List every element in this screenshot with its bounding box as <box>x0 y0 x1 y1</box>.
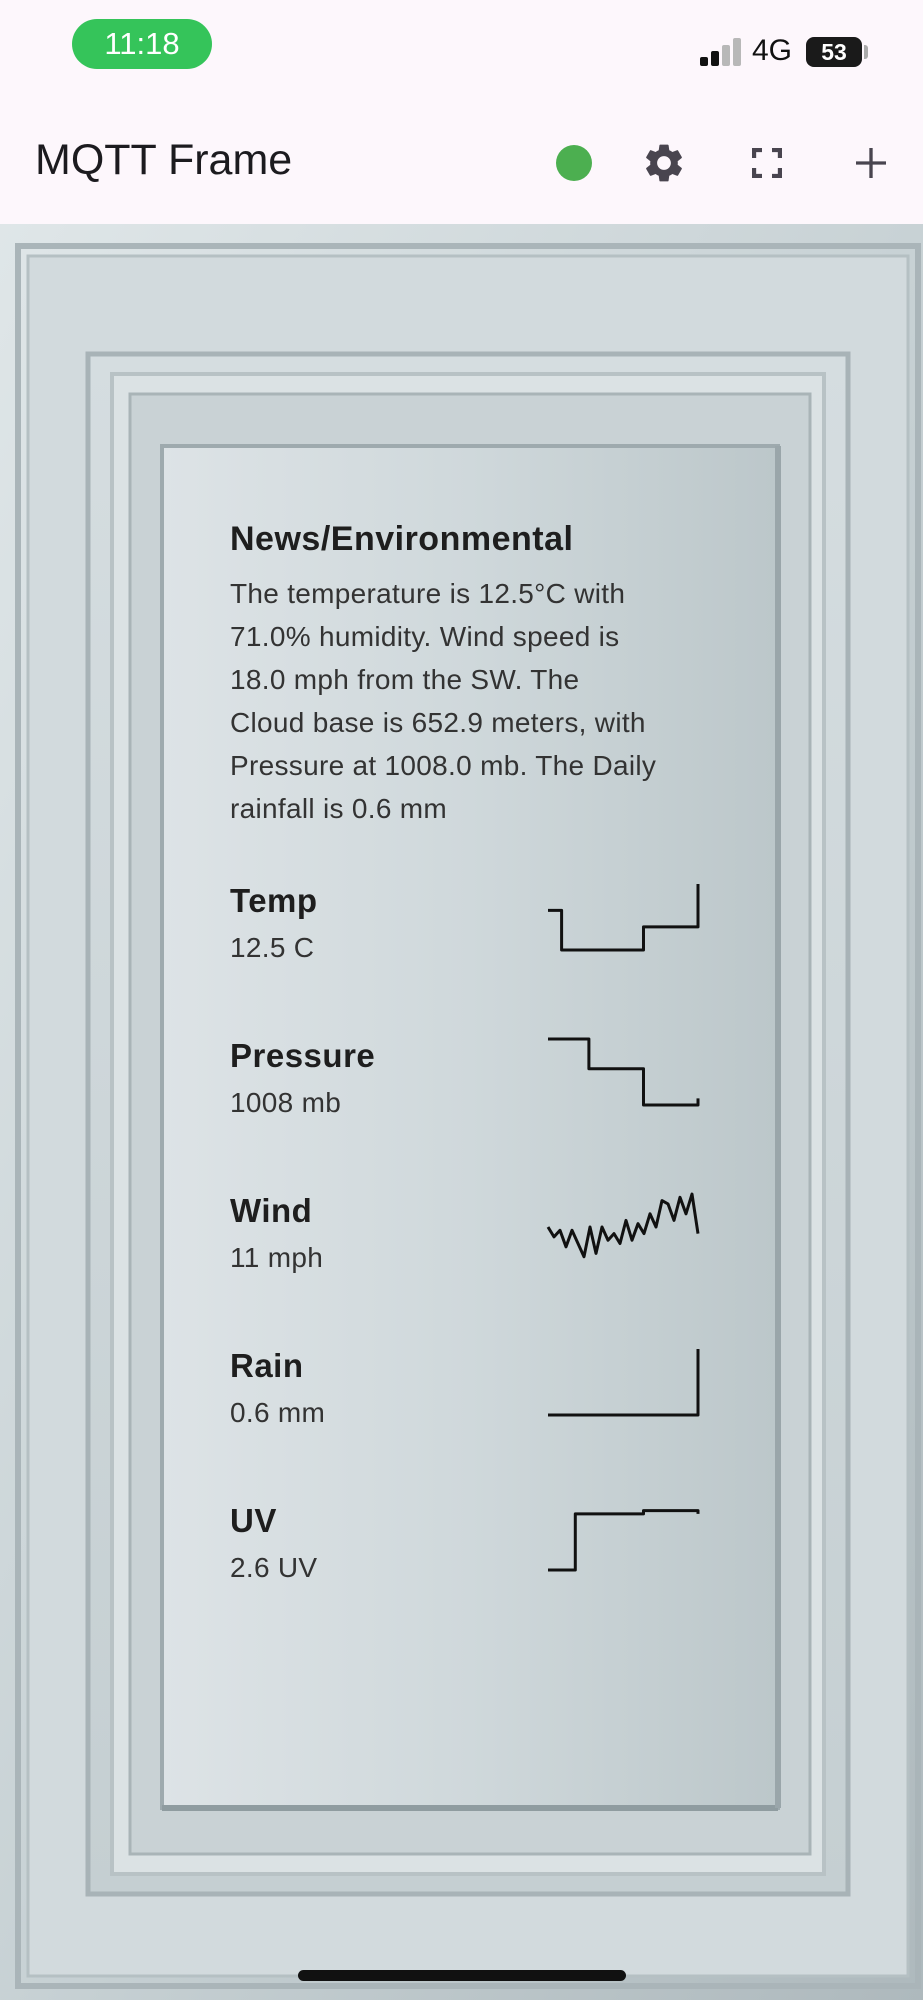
sparkline-path <box>548 884 698 950</box>
news-line: Pressure at 1008.0 mb. The Daily <box>230 750 657 781</box>
news-line: 18.0 mph from the SW. The <box>230 664 580 695</box>
sparkline-path <box>548 1511 698 1570</box>
signal-icon <box>700 38 744 66</box>
news-line: The temperature is 12.5°C with <box>230 578 626 609</box>
metric-wind-value: 11 mph <box>230 1242 324 1273</box>
connection-status-dot <box>556 145 592 181</box>
status-time: 11:18 <box>72 19 212 69</box>
news-body <box>230 572 730 830</box>
metric-uv-title: UV <box>230 1502 277 1539</box>
metric-rain-value: 0.6 mm <box>230 1397 326 1428</box>
rain-sparkline <box>545 1345 701 1420</box>
status-bar <box>0 0 923 100</box>
picture-frame <box>0 224 923 2000</box>
metric-temp-value: 12.5 C <box>230 932 315 963</box>
pressure-sparkline <box>545 1035 701 1110</box>
network-type: 4G <box>752 34 793 67</box>
news-line: rainfall is 0.6 mm <box>230 793 448 824</box>
uv-sparkline <box>545 1500 701 1575</box>
temp-sparkline <box>545 880 701 955</box>
metric-pressure-title: Pressure <box>230 1037 376 1074</box>
frame-molding <box>0 224 923 2000</box>
news-line: 71.0% humidity. Wind speed is <box>230 621 620 652</box>
app-bar <box>0 100 923 224</box>
wind-sparkline <box>545 1190 701 1265</box>
metric-temp-title: Temp <box>230 882 318 919</box>
home-indicator[interactable] <box>298 1970 626 1981</box>
battery-tip <box>864 45 868 59</box>
metric-pressure-value: 1008 mb <box>230 1087 342 1118</box>
app-title: MQTT Frame <box>35 136 293 184</box>
news-title: News/Environmental <box>230 520 574 558</box>
sparkline-path <box>548 1194 698 1257</box>
settings-button[interactable] <box>629 128 699 198</box>
add-button[interactable] <box>836 128 906 198</box>
fullscreen-button[interactable] <box>732 128 802 198</box>
metric-rain-title: Rain <box>230 1347 304 1384</box>
add-icon <box>851 143 891 183</box>
fullscreen-icon <box>747 143 787 183</box>
news-line: Cloud base is 652.9 meters, with <box>230 707 646 738</box>
battery-icon: 53 <box>806 37 862 67</box>
sparkline-path <box>548 1039 698 1105</box>
metric-uv-value: 2.6 UV <box>230 1552 318 1583</box>
settings-icon <box>641 140 687 186</box>
sparkline-path <box>548 1349 698 1415</box>
metric-wind-title: Wind <box>230 1192 313 1229</box>
